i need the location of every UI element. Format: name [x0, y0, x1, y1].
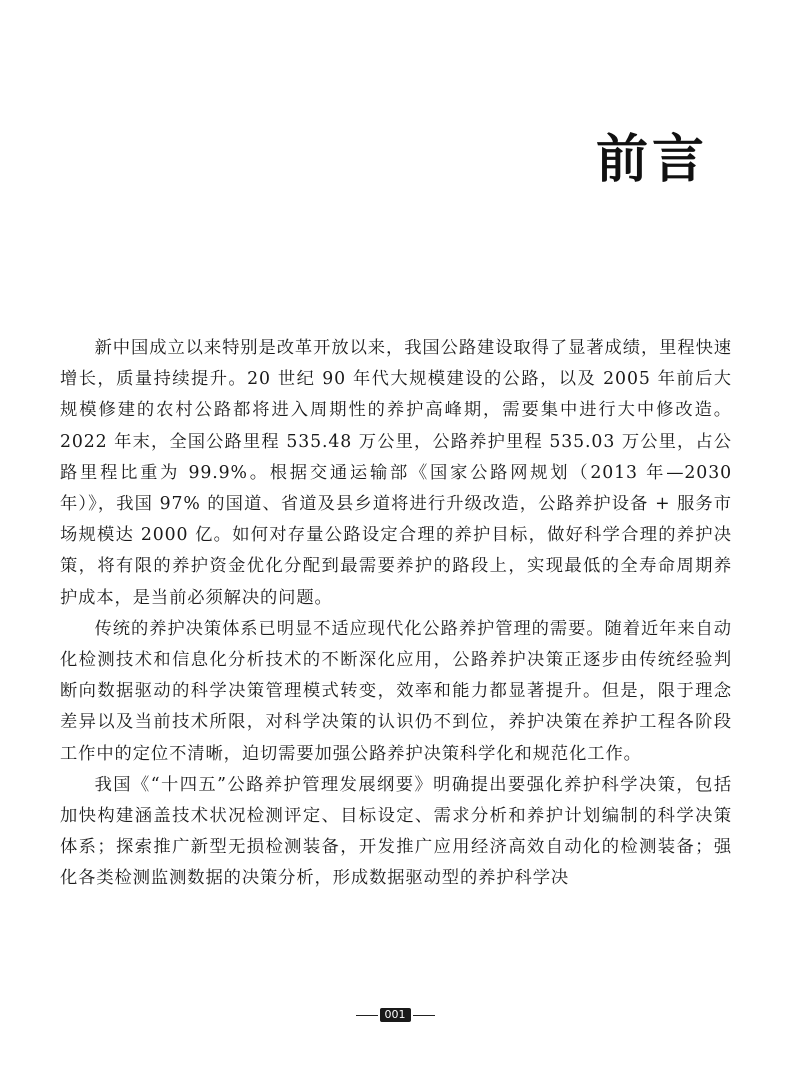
body-text — [60, 333, 732, 895]
page-title: 前言 — [595, 130, 708, 190]
paragraph: 传统的养护决策体系已明显不适应现代化公路养护管理的需要。随着近年来自动化检测技术和信息化分析技术的不断深化应用，公路养护决策正逐步由传统经验判断向数据驱动的科学决策管理模式转变，效率和能力都显著提升。但是，限于理念差异以及当前技术所限，对科学决策的认识仍不到位，养护决策在养护工程各阶段工作中的定位不清晰，迫切需要加强公路养护决策科学化和规范化工作。 — [60, 618, 732, 764]
paragraph: 新中国成立以来特别是改革开放以来，我国公路建设取得了显著成绩，里程快速增长，质量持续提升。20 世纪 90 年代大规模建设的公路，以及 2005 年前后大规模修建的农村公路都将进入周期性的养护高峰期，需要集中进行大中修改造。2022 年末，全国公路里程 535.48 万公里，公路养护里程 535.03 万公里，占公路里程比重为 99.9%。根据交通运输部《国家公路网规划（2013 年—2030 年）》，我国 97% 的国道、省道及县乡道将进行升级改造，公路养护设备 + 服务市场规模达 2000 亿。如何对存量公路设定合理的养护目标，做好科学合理的养护决策，将有限的养护资金优化分配到最需要养护的路段上，实现最低的全寿命周期养护成本，是当前必须解决的问题。 — [60, 338, 732, 608]
divider — [413, 1015, 435, 1016]
paragraph: 我国《“十四五”公路养护管理发展纲要》明确提出要强化养护科学决策，包括加快构建涵盖技术状况检测评定、目标设定、需求分析和养护计划编制的科学决策体系；探索推广新型无损检测装备，开发推广应用经济高效自动化的检测装备；强化各类检测监测数据的决策分析，形成数据驱动型的养护科学决 — [60, 774, 732, 889]
page-number: 001 — [380, 1008, 411, 1022]
divider — [356, 1015, 378, 1016]
page-number-footer — [0, 1008, 790, 1022]
